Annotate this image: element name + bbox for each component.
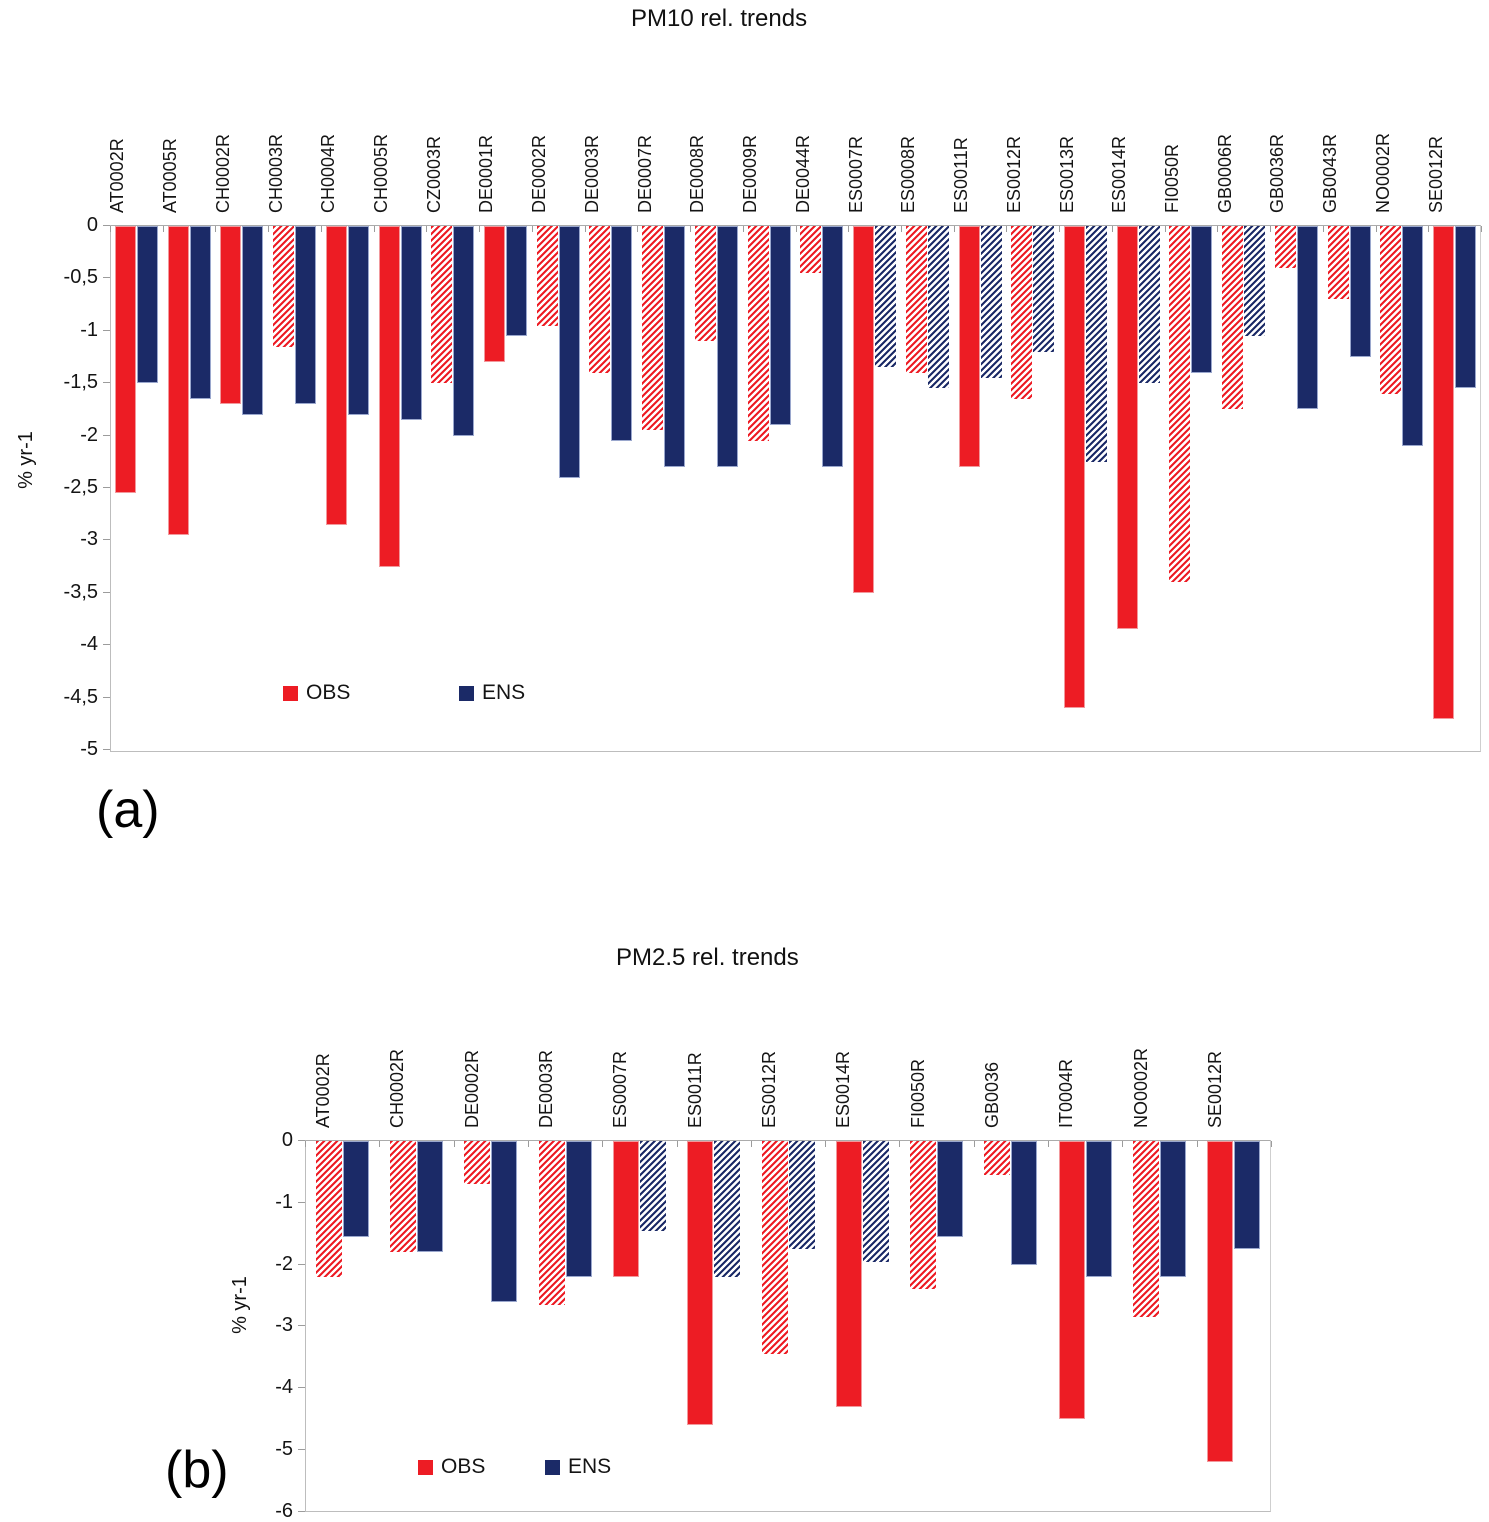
bar-obs-CH0002R [220, 226, 241, 404]
y-axis-tick [103, 330, 110, 331]
legend-swatch-ens [459, 686, 474, 701]
y-axis-tick [103, 277, 110, 278]
panel-label-a: (a) [96, 781, 160, 839]
category-axis-tick [1059, 226, 1060, 232]
legend-item-ens [545, 1455, 611, 1479]
category-axis-tick [1428, 226, 1429, 232]
category-axis-tick [1271, 1141, 1272, 1147]
y-axis-tick [298, 1140, 305, 1141]
bar-obs-ES0008R [906, 226, 927, 373]
bar-obs-ES0014R [836, 1141, 862, 1407]
legend-swatch-obs [283, 686, 298, 701]
category-axis-tick [454, 1141, 455, 1147]
bar-ens-CH0003R [295, 226, 316, 404]
bar-ens-DE0009R [770, 226, 791, 425]
bar-ens-ES0011R [981, 226, 1002, 378]
x-category-label: CH0005R [371, 133, 392, 213]
y-axis-tick [298, 1264, 305, 1265]
bar-ens-AT0002R [137, 226, 158, 383]
bar-ens-ES0007R [875, 226, 896, 367]
y-axis-tick [103, 749, 110, 750]
x-category-label: ES0013R [1056, 135, 1077, 213]
bar-ens-NO0002R [1402, 226, 1423, 446]
bar-ens-ES0008R [928, 226, 949, 388]
bar-ens-GB0036 [1011, 1141, 1037, 1265]
category-axis-tick [1323, 226, 1324, 232]
category-axis-tick [268, 226, 269, 232]
y-axis-tick [298, 1387, 305, 1388]
category-axis-tick [1165, 226, 1166, 232]
bar-obs-ES0007R [853, 226, 874, 593]
legend-label-obs: OBS [306, 681, 351, 704]
bar-obs-AT0005R [168, 226, 189, 535]
bar-obs-DE0002R [464, 1141, 490, 1184]
bar-ens-GB0006R [1244, 226, 1265, 336]
bar-obs-DE0002R [537, 226, 558, 326]
y-tick-label: -3,5 [63, 580, 98, 603]
x-category-label: CH0002R [212, 133, 233, 213]
bar-ens-FI0050R [1191, 226, 1212, 373]
category-axis-tick [848, 226, 849, 232]
bar-ens-ES0012R [789, 1141, 815, 1249]
category-axis-tick [825, 1141, 826, 1147]
legend-item-obs [418, 1455, 485, 1479]
chart-b-y-axis-title: % yr-1 [229, 1276, 251, 1334]
y-tick-label: -2 [80, 423, 98, 446]
category-axis-tick [1217, 226, 1218, 232]
bar-ens-AT0002R [343, 1141, 369, 1237]
x-category-label: DE0009R [740, 134, 761, 213]
bar-ens-ES0014R [1139, 226, 1160, 383]
bar-ens-ES0014R [863, 1141, 889, 1262]
category-axis-tick [974, 1141, 975, 1147]
y-axis-tick [103, 592, 110, 593]
legend-label-ens: ENS [482, 681, 526, 704]
x-category-label: SE0012R [1204, 1050, 1225, 1128]
x-category-label: DE0044R [792, 134, 813, 213]
bar-ens-SE0012R [1455, 226, 1476, 388]
y-tick-label: -4 [275, 1376, 293, 1399]
bar-obs-FI0050R [910, 1141, 936, 1289]
bar-obs-ES0014R [1117, 226, 1138, 629]
legend-swatch-ens [545, 1460, 560, 1475]
bar-ens-DE0044R [822, 226, 843, 467]
y-tick-label: -6 [275, 1499, 293, 1522]
x-category-label: GB0036R [1267, 133, 1288, 213]
bar-obs-CH0003R [273, 226, 294, 347]
bar-obs-ES0013R [1064, 226, 1085, 708]
bar-ens-SE0012R [1234, 1141, 1260, 1249]
x-category-label: AT0005R [160, 138, 181, 213]
x-category-label: DE0001R [476, 134, 497, 213]
x-category-label: NO0002R [1372, 132, 1393, 213]
x-category-label: DE0007R [634, 134, 655, 213]
category-axis-tick [379, 1141, 380, 1147]
bar-obs-GB0036 [984, 1141, 1010, 1175]
chart-a-y-axis-title: % yr-1 [15, 431, 37, 489]
x-category-label: ES0012R [1003, 135, 1024, 213]
category-axis-tick [479, 226, 480, 232]
category-axis-tick [585, 226, 586, 232]
bar-ens-DE0003R [611, 226, 632, 441]
y-tick-label: 0 [281, 1129, 293, 1151]
legend-item-ens [459, 681, 525, 705]
bar-obs-AT0002R [316, 1141, 342, 1277]
bar-ens-CH0005R [401, 226, 422, 420]
y-tick-label: -0,5 [63, 266, 98, 289]
x-category-label: ES0007R [845, 135, 866, 213]
x-category-label: GB0006R [1214, 133, 1235, 213]
x-category-label: ES0011R [951, 137, 972, 213]
category-axis-tick [426, 226, 427, 232]
bar-obs-ES0012R [1011, 226, 1032, 399]
bar-obs-DE0001R [484, 226, 505, 362]
x-category-label: FI0050R [1161, 143, 1182, 213]
bar-obs-CH0004R [326, 226, 347, 525]
category-axis-tick [901, 226, 902, 232]
y-tick-label: -1,5 [63, 371, 98, 394]
bar-obs-ES0011R [687, 1141, 713, 1425]
bar-ens-DE0008R [717, 226, 738, 467]
y-axis-tick [298, 1202, 305, 1203]
y-axis-tick [298, 1449, 305, 1450]
bar-obs-GB0006R [1222, 226, 1243, 409]
legend-item-obs [283, 681, 350, 705]
category-axis-tick [1481, 226, 1482, 232]
y-tick-label: -1 [275, 1190, 293, 1213]
bar-ens-DE0002R [491, 1141, 517, 1302]
y-tick-label: -1 [80, 318, 98, 341]
bar-obs-DE0003R [589, 226, 610, 373]
chart-b-title: PM2.5 rel. trends [616, 944, 799, 971]
y-tick-label: -5 [275, 1438, 293, 1460]
y-axis-tick [103, 435, 110, 436]
x-category-label: DE0008R [687, 134, 708, 213]
x-category-label: FI0050R [907, 1058, 928, 1128]
category-axis-tick [899, 1141, 900, 1147]
category-axis-tick [532, 226, 533, 232]
category-axis-tick [1270, 226, 1271, 232]
bar-ens-ES0011R [714, 1141, 740, 1277]
x-category-label: IT0004R [1056, 1058, 1077, 1128]
bar-ens-GB0043R [1350, 226, 1371, 357]
bar-ens-GB0036R [1297, 226, 1318, 409]
category-axis-tick [215, 226, 216, 232]
bar-obs-CH0005R [379, 226, 400, 567]
y-axis-tick [103, 539, 110, 540]
bar-ens-CH0004R [348, 226, 369, 415]
bar-ens-CZ0003R [453, 226, 474, 436]
y-axis-tick [103, 644, 110, 645]
bar-obs-CZ0003R [431, 226, 452, 383]
bar-ens-CH0002R [417, 1141, 443, 1252]
x-category-label: ES0008R [898, 135, 919, 213]
bar-ens-AT0005R [190, 226, 211, 399]
y-axis-tick [103, 487, 110, 488]
category-axis-tick [690, 226, 691, 232]
bar-ens-ES0012R [1033, 226, 1054, 352]
bar-obs-NO0002R [1133, 1141, 1159, 1317]
y-axis-tick [103, 225, 110, 226]
category-axis-tick [374, 226, 375, 232]
category-axis-tick [677, 1141, 678, 1147]
y-tick-label: -4 [80, 633, 98, 656]
category-axis-tick [751, 1141, 752, 1147]
x-category-label: CH0004R [318, 133, 339, 213]
bar-obs-AT0002R [115, 226, 136, 493]
x-category-label: DE0003R [536, 1049, 557, 1128]
category-axis-tick [305, 1141, 306, 1147]
category-axis-tick [1197, 1141, 1198, 1147]
x-category-label: ES0007R [610, 1050, 631, 1128]
bar-ens-CH0002R [242, 226, 263, 415]
category-axis-tick [743, 226, 744, 232]
bar-obs-DE0003R [539, 1141, 565, 1305]
x-category-label: ES0014R [833, 1050, 854, 1128]
y-tick-label: -3 [80, 528, 98, 551]
y-tick-label: -2 [275, 1252, 293, 1275]
x-category-label: NO0002R [1130, 1047, 1151, 1128]
legend-label-obs: OBS [441, 1455, 486, 1478]
bar-ens-ES0007R [640, 1141, 666, 1231]
bar-ens-IT0004R [1086, 1141, 1112, 1277]
y-axis-tick [298, 1511, 305, 1512]
y-axis-tick [103, 697, 110, 698]
bar-obs-ES0012R [762, 1141, 788, 1354]
y-axis-tick [103, 382, 110, 383]
bar-obs-DE0008R [695, 226, 716, 341]
legend-swatch-obs [418, 1460, 433, 1475]
bar-obs-SE0012R [1433, 226, 1454, 719]
panel-label-b: (b) [165, 1441, 229, 1499]
bar-obs-NO0002R [1380, 226, 1401, 394]
bar-obs-CH0002R [390, 1141, 416, 1252]
category-axis-tick [163, 226, 164, 232]
x-category-label: DE0002R [529, 134, 550, 213]
x-category-label: CZ0003R [423, 135, 444, 213]
x-category-label: DE0003R [581, 134, 602, 213]
x-category-label: DE0002R [461, 1049, 482, 1128]
bar-obs-ES0011R [959, 226, 980, 467]
y-tick-label: -4,5 [63, 685, 98, 708]
bar-ens-FI0050R [937, 1141, 963, 1237]
x-category-label: ES0011R [684, 1052, 705, 1128]
y-tick-label: -2,5 [63, 476, 98, 498]
bar-ens-ES0013R [1086, 226, 1107, 462]
x-category-label: GB0036 [981, 1061, 1002, 1128]
bar-obs-ES0007R [613, 1141, 639, 1277]
bar-obs-GB0043R [1328, 226, 1349, 299]
category-axis-tick [321, 226, 322, 232]
y-tick-label: -3 [275, 1314, 293, 1337]
x-category-label: GB0043R [1320, 133, 1341, 213]
bar-obs-DE0009R [748, 226, 769, 441]
bar-ens-DE0003R [566, 1141, 592, 1277]
bar-obs-DE0044R [800, 226, 821, 273]
category-axis-tick [637, 226, 638, 232]
y-tick-label: -5 [80, 738, 98, 760]
y-tick-label: 0 [86, 214, 98, 236]
category-axis-tick [1376, 226, 1377, 232]
y-axis-tick [298, 1325, 305, 1326]
bar-ens-DE0007R [664, 226, 685, 467]
bar-ens-DE0001R [506, 226, 527, 336]
category-axis-tick [1006, 226, 1007, 232]
category-axis-tick [602, 1141, 603, 1147]
bar-obs-SE0012R [1207, 1141, 1233, 1462]
x-category-label: CH0003R [265, 133, 286, 213]
bar-ens-NO0002R [1160, 1141, 1186, 1277]
x-category-label: ES0014R [1109, 135, 1130, 213]
category-axis-tick [796, 226, 797, 232]
x-category-label: AT0002R [107, 138, 128, 213]
category-axis-tick [110, 226, 111, 232]
bar-obs-GB0036R [1275, 226, 1296, 268]
x-category-label: SE0012R [1425, 135, 1446, 213]
bar-obs-FI0050R [1169, 226, 1190, 582]
x-category-label: CH0002R [387, 1048, 408, 1128]
bar-obs-DE0007R [642, 226, 663, 430]
category-axis-tick [528, 1141, 529, 1147]
bar-obs-IT0004R [1059, 1141, 1085, 1419]
x-category-label: AT0002R [313, 1053, 334, 1128]
category-axis-tick [1122, 1141, 1123, 1147]
bar-ens-DE0002R [559, 226, 580, 478]
category-axis-tick [1112, 226, 1113, 232]
legend-label-ens: ENS [568, 1455, 612, 1478]
category-axis-tick [954, 226, 955, 232]
chart-a-title: PM10 rel. trends [631, 5, 808, 32]
x-category-label: ES0012R [759, 1050, 779, 1128]
category-axis-tick [1048, 1141, 1049, 1147]
